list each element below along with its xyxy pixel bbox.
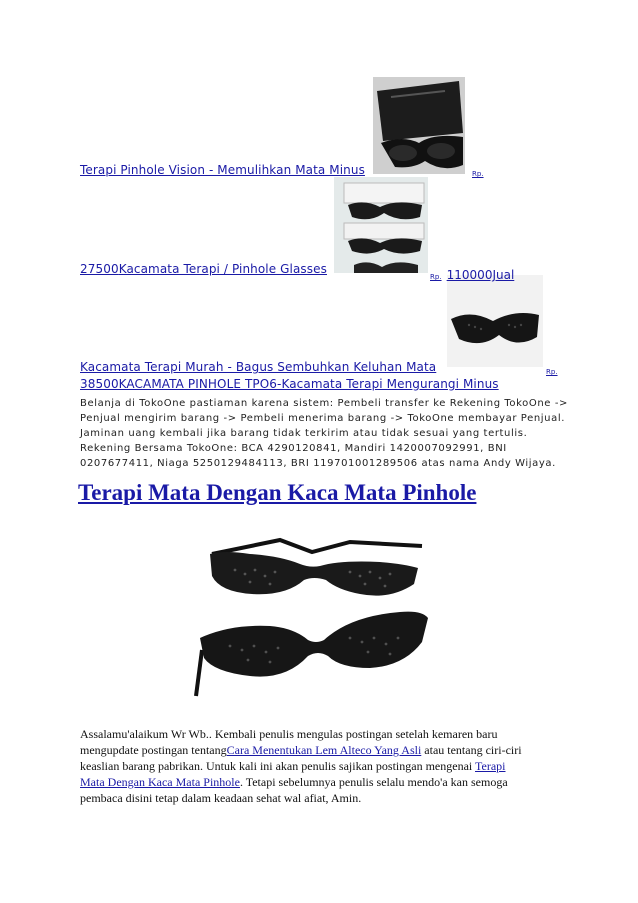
article-text: atau tentang ciri-ciri [421,743,522,757]
article-text: keaslian barang pabrikan. Untuk kali ini akan penulis sajikan postingan mengenai [80,759,476,773]
article-line [80,774,580,790]
article-line [80,758,580,774]
article-line: pembaca disini tetap dalam keadaan sehat wal afiat, Amin. [80,791,362,805]
article-link-terapi-mata[interactable]: Mata Dengan Kaca Mata Pinhole [80,775,240,789]
product-line-2 [80,262,327,276]
product-line-1 [80,163,365,177]
article-text: . Tetapi sebelumnya penulis selalu mendo'a kan semoga [239,775,508,789]
article-link-lem-alteco[interactable]: Cara Menentukan Lem Alteco Yang Asli [226,743,422,757]
product-link-kacamata-pinhole-tpo6[interactable]: 38500KACAMATA PINHOLE TPO6-Kacamata Terapi Mengurangi Minus [80,377,499,391]
product-link-kacamata-pinhole-glasses[interactable]: Kacamata Terapi / Pinhole Glasses [118,262,327,276]
product-image-pinhole-tpo6[interactable] [447,275,543,367]
glasses-case-icon [373,77,465,174]
price-value[interactable]: 27500 [80,262,119,276]
product-link-terapi-pinhole-vision[interactable]: Terapi Pinhole Vision - Memulihkan Mata Minus [80,163,365,177]
info-line: 0207677411, Niaga 5250129484113, BRI 119701001289506 atas nama Andy Wijaya. [80,458,556,469]
product-image-pinhole-boxes[interactable] [334,177,428,273]
product-line-3b [80,377,499,391]
article-heading [78,480,476,506]
product-image-pinhole-case[interactable] [373,77,465,174]
article-heading-link[interactable]: Terapi Mata Dengan Kaca Mata Pinhole [78,480,477,505]
info-line: Belanja di TokoOne pastiaman karena sistem: Pembeli transfer ke Rekening TokoOne -> [80,398,569,409]
info-line: Rekening Bersama TokoOne: BCA 4290120841, Mandiri 1420007092991, BNI [80,443,507,454]
article-text: mengupdate postingan tentang [80,743,227,757]
product-line-3 [80,360,436,374]
article-image-pinhole-glasses [190,520,435,705]
article-link-terapi[interactable]: Terapi [475,759,506,773]
article-line: Assalamu'alaikum Wr Wb.. Kembali penulis mengulas postingan setelah kemaren baru [80,727,498,741]
price-label[interactable]: Rp. [472,170,484,178]
pinhole-glasses-icon [447,275,543,367]
product-price-2 [430,264,514,283]
info-line: Jaminan uang kembali jika barang tidak terkirim atau tidak sesuai yang tertulis. [80,428,528,439]
info-line: Penjual mengirim barang -> Pembeli menerima barang -> TokoOne membayar Penjual. [80,413,565,424]
pinhole-glasses-pair-icon [190,520,435,705]
product-link-kacamata-terapi-murah[interactable]: Kacamata Terapi Murah - Bagus Sembuhkan Keluhan Mata [80,360,437,374]
price-value[interactable]: 110000Jual [446,268,515,282]
glasses-boxes-icon [334,177,428,273]
price-label[interactable]: Rp. [546,368,558,376]
article-body [80,726,580,806]
article-line [80,742,580,758]
price-label[interactable]: Rp. [430,273,442,281]
shop-info [80,396,600,471]
